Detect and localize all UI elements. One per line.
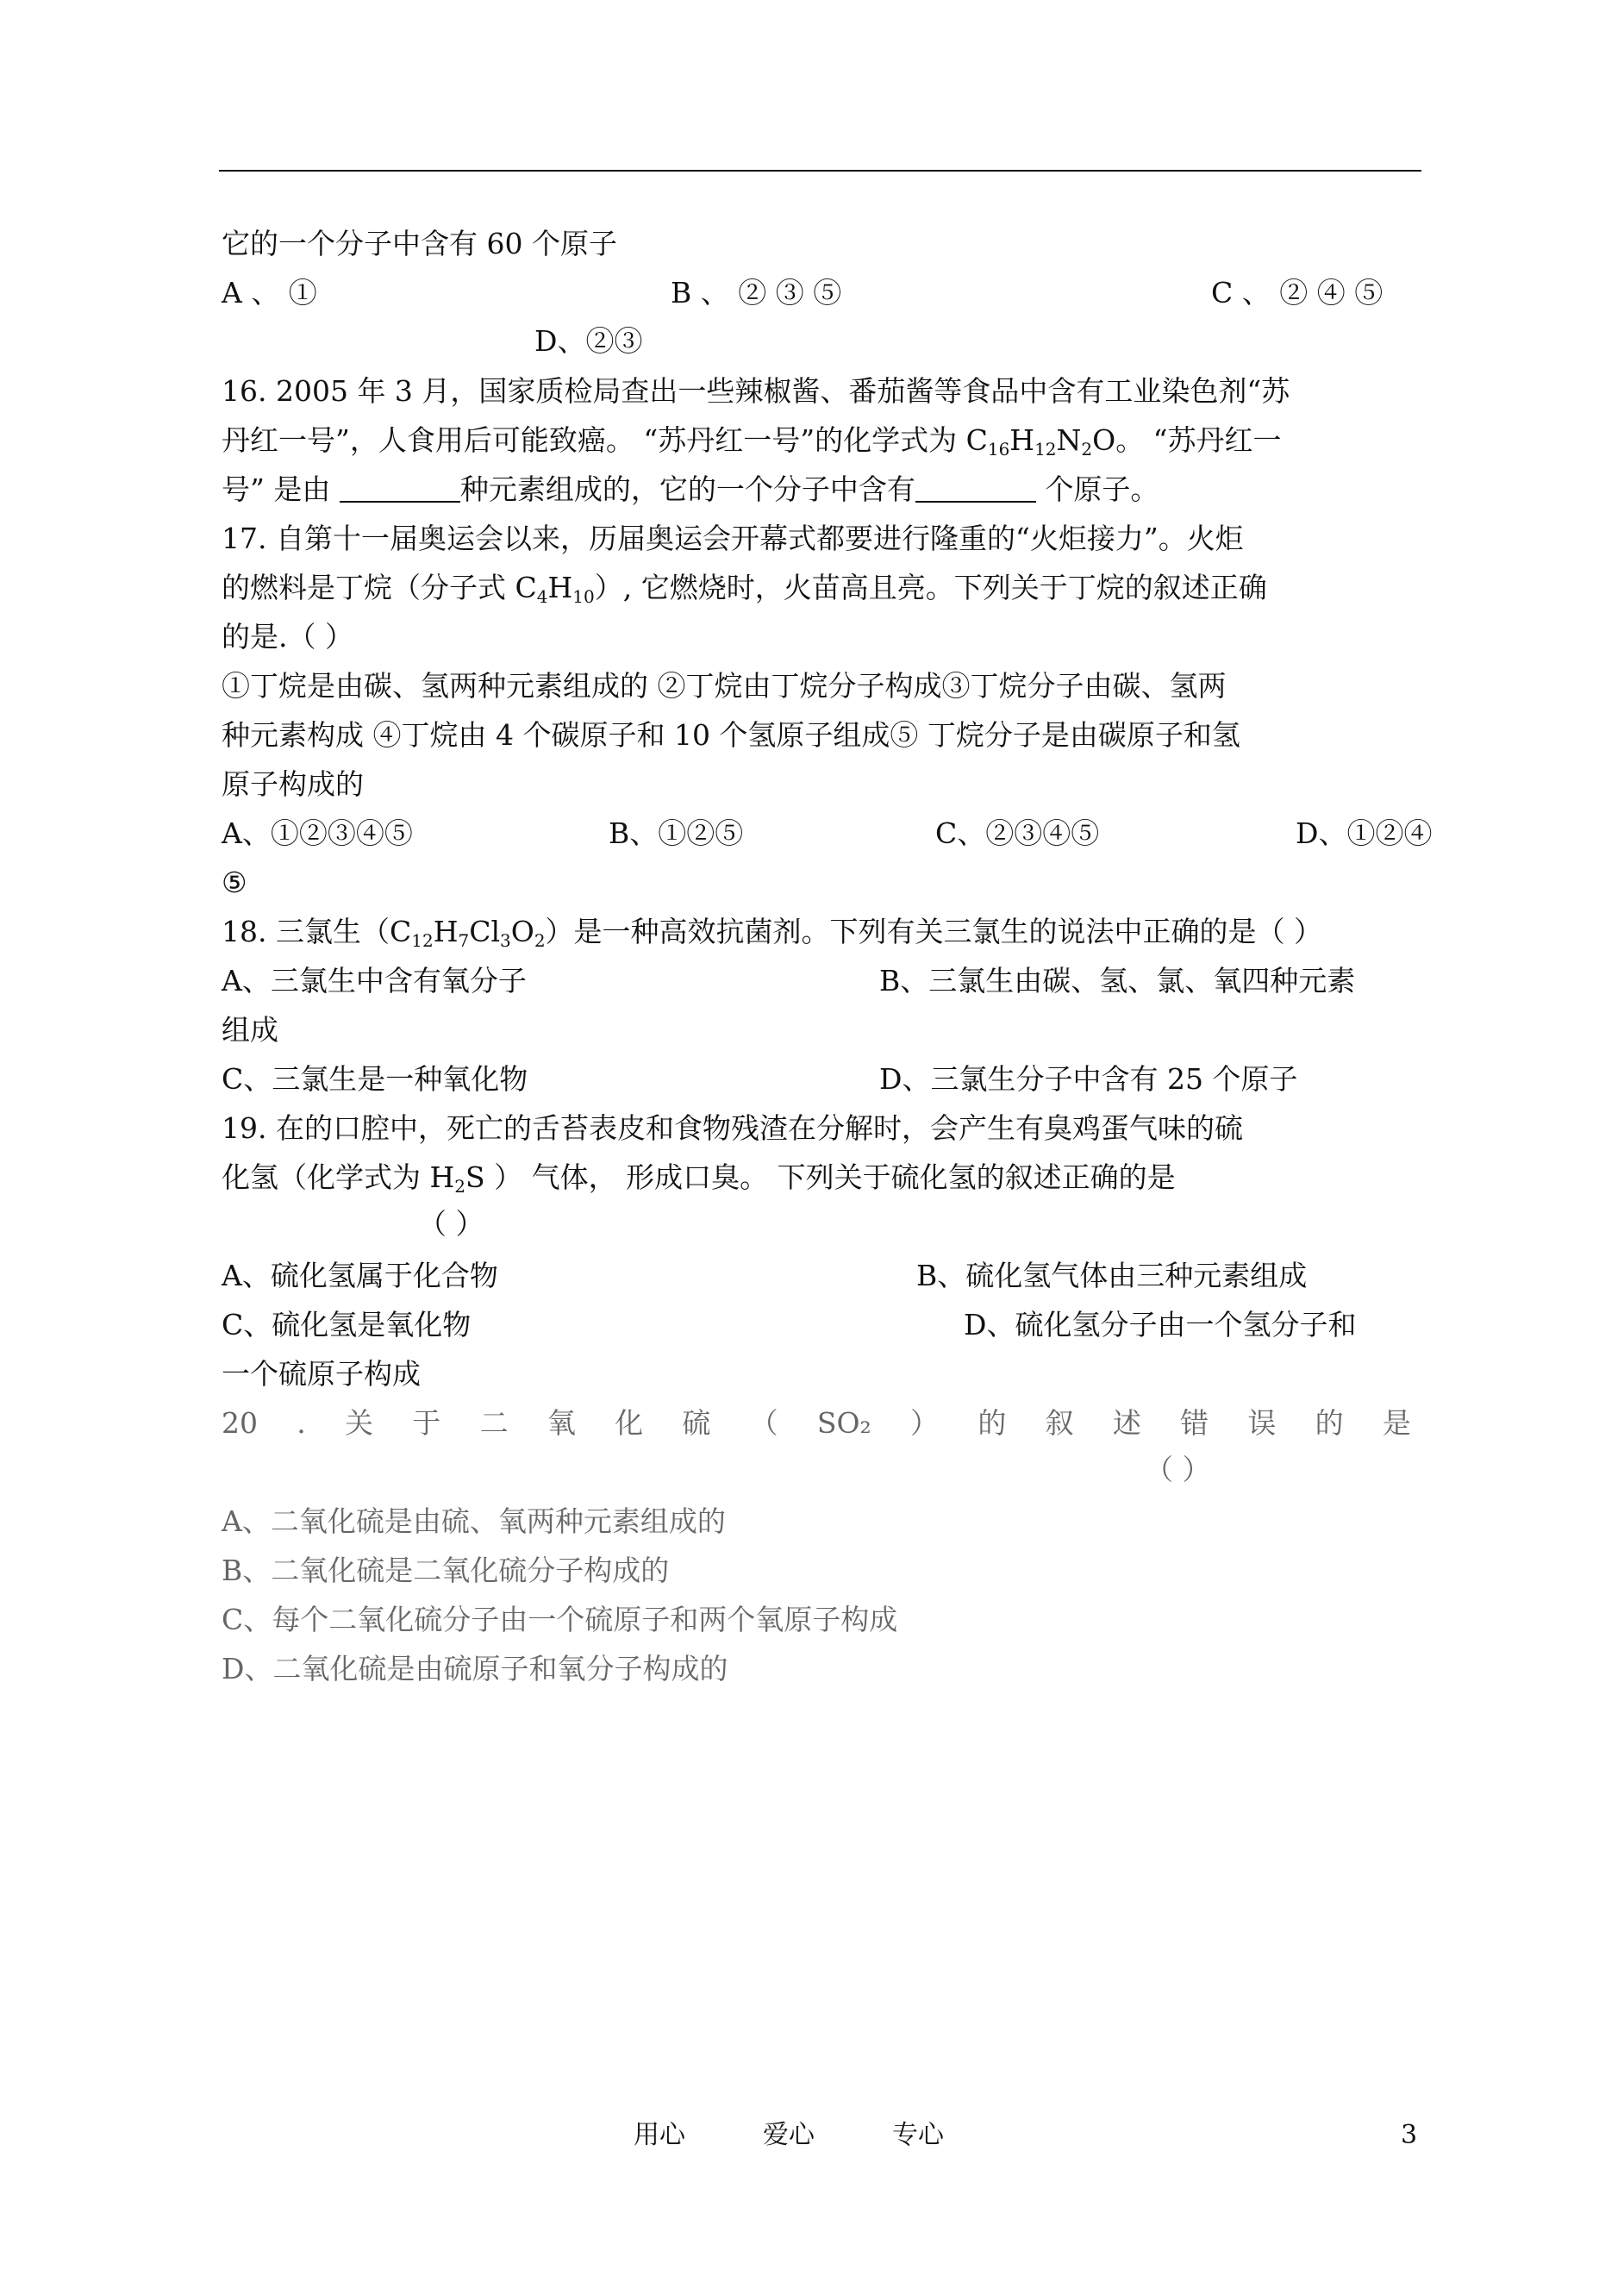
page-number: 3 — [1401, 2120, 1418, 2150]
q17-line-6: 原子构成的 — [222, 767, 364, 801]
q20-option-c: C、每个二氧化硫分子由一个硫原子和两个氧原子构成 — [222, 1603, 898, 1636]
q17-option-c: C、②③④⑤ — [935, 816, 1100, 850]
q20-option-a: A、二氧化硫是由硫、氧两种元素组成的 — [222, 1504, 726, 1538]
answer-blank[interactable] — [915, 475, 1036, 503]
q16-line-3: 号” 是由 种元素组成的，它的一个分子中含有 个原子。 — [222, 472, 1159, 506]
q20-option-d: D、二氧化硫是由硫原子和氧分子构成的 — [222, 1652, 728, 1685]
q18-option-a: A、三氯生中含有氧分子 — [222, 964, 527, 997]
q15-option-b: B 、 ② ③ ⑤ — [671, 276, 842, 310]
q18-option-d: D、三氯生分子中含有 25 个原子 — [879, 1062, 1298, 1096]
q19-option-b: B、硫化氢气体由三种元素组成 — [916, 1259, 1308, 1292]
q15-line: 它的一个分子中含有 60 个原子 — [222, 227, 617, 260]
q17-option-d-cont: ⑤ — [222, 866, 247, 899]
q17-option-a: A、①②③④⑤ — [222, 816, 413, 850]
q19-option-d: D、硫化氢分子由一个氢分子和 — [964, 1308, 1357, 1341]
q19-line-2: 化氢（化学式为 $H_2S$ ） 气体， 形成口臭。 下列关于硫化氢的叙述正确的是 — [222, 1160, 1176, 1197]
q17-option-b: B、①②⑤ — [609, 816, 744, 850]
q20-answer-paren: （ ） — [1145, 1453, 1211, 1486]
q19-line-1: 19. 在的口腔中，死亡的舌苔表皮和食物残渣在分解时，会产生有臭鸡蛋气味的硫 — [222, 1111, 1243, 1145]
q15-option-a: A 、 ① — [222, 276, 317, 310]
q20-option-b: B、二氧化硫是二氧化硫分子构成的 — [222, 1554, 670, 1587]
q19-option-d-cont: 一个硫原子构成 — [222, 1357, 421, 1391]
q16-line-2: 丹红一号”，人食用后可能致癌。 “苏丹红一号”的化学式为 $C_{16}H_{12}N_2O$。 “苏丹红一 — [222, 423, 1282, 460]
footer-motto-3: 专心 — [892, 2120, 944, 2150]
q20-stem: 20 . 关 于 二 氧 化 硫 （ SO₂ ） 的 叙 述 错 误 的 是 — [222, 1406, 1411, 1440]
answer-blank[interactable] — [340, 475, 460, 503]
q19-answer-paren: （ ） — [418, 1207, 484, 1241]
q19-option-a: A、硫化氢属于化合物 — [222, 1259, 498, 1292]
q19-option-c: C、硫化氢是氧化物 — [222, 1308, 472, 1341]
q17-option-d: D、①②④ — [1296, 816, 1433, 850]
q17-line-1: 17. 自第十一届奥运会以来，历届奥运会开幕式都要进行隆重的“火炬接力”。火炬 — [222, 522, 1244, 555]
header-rule — [219, 170, 1421, 172]
q18-option-c: C、三氯生是一种氧化物 — [222, 1062, 528, 1096]
q17-line-3: 的是.（ ） — [222, 620, 353, 653]
q15-option-c: C 、 ② ④ ⑤ — [1211, 276, 1384, 310]
q18-option-b: B、三氯生由碳、氢、氯、氧四种元素 — [879, 964, 1356, 997]
footer-motto-2: 爱心 — [763, 2120, 815, 2150]
q17-line-5: 种元素构成 ④丁烷由 4 个碳原子和 10 个氢原子组成⑤ 丁烷分子是由碳原子和氢 — [222, 718, 1240, 752]
q16-line-1: 16. 2005 年 3 月，国家质检局查出一些辣椒酱、番茄酱等食品中含有工业染色剂“苏 — [222, 374, 1290, 408]
q18-line-1: 18. 三氯生$(C_{12}H_7Cl_3O_2)$是一种高效抗菌剂。下列有关三氯生的说法中正确的是（ ） — [222, 915, 1323, 951]
footer-motto-1: 用心 — [634, 2120, 685, 2150]
q17-line-2: 的燃料是丁烷（分子式 $C_4H_{10}$）, 它燃烧时，火苗高且亮。下列关于丁烷的叙述正确 — [222, 571, 1267, 607]
q15-option-d: D、②③ — [534, 324, 643, 358]
q18-option-b-cont: 组成 — [222, 1013, 278, 1047]
q17-line-4: ①丁烷是由碳、氢两种元素组成的 ②丁烷由丁烷分子构成③丁烷分子由碳、氢两 — [222, 669, 1227, 703]
